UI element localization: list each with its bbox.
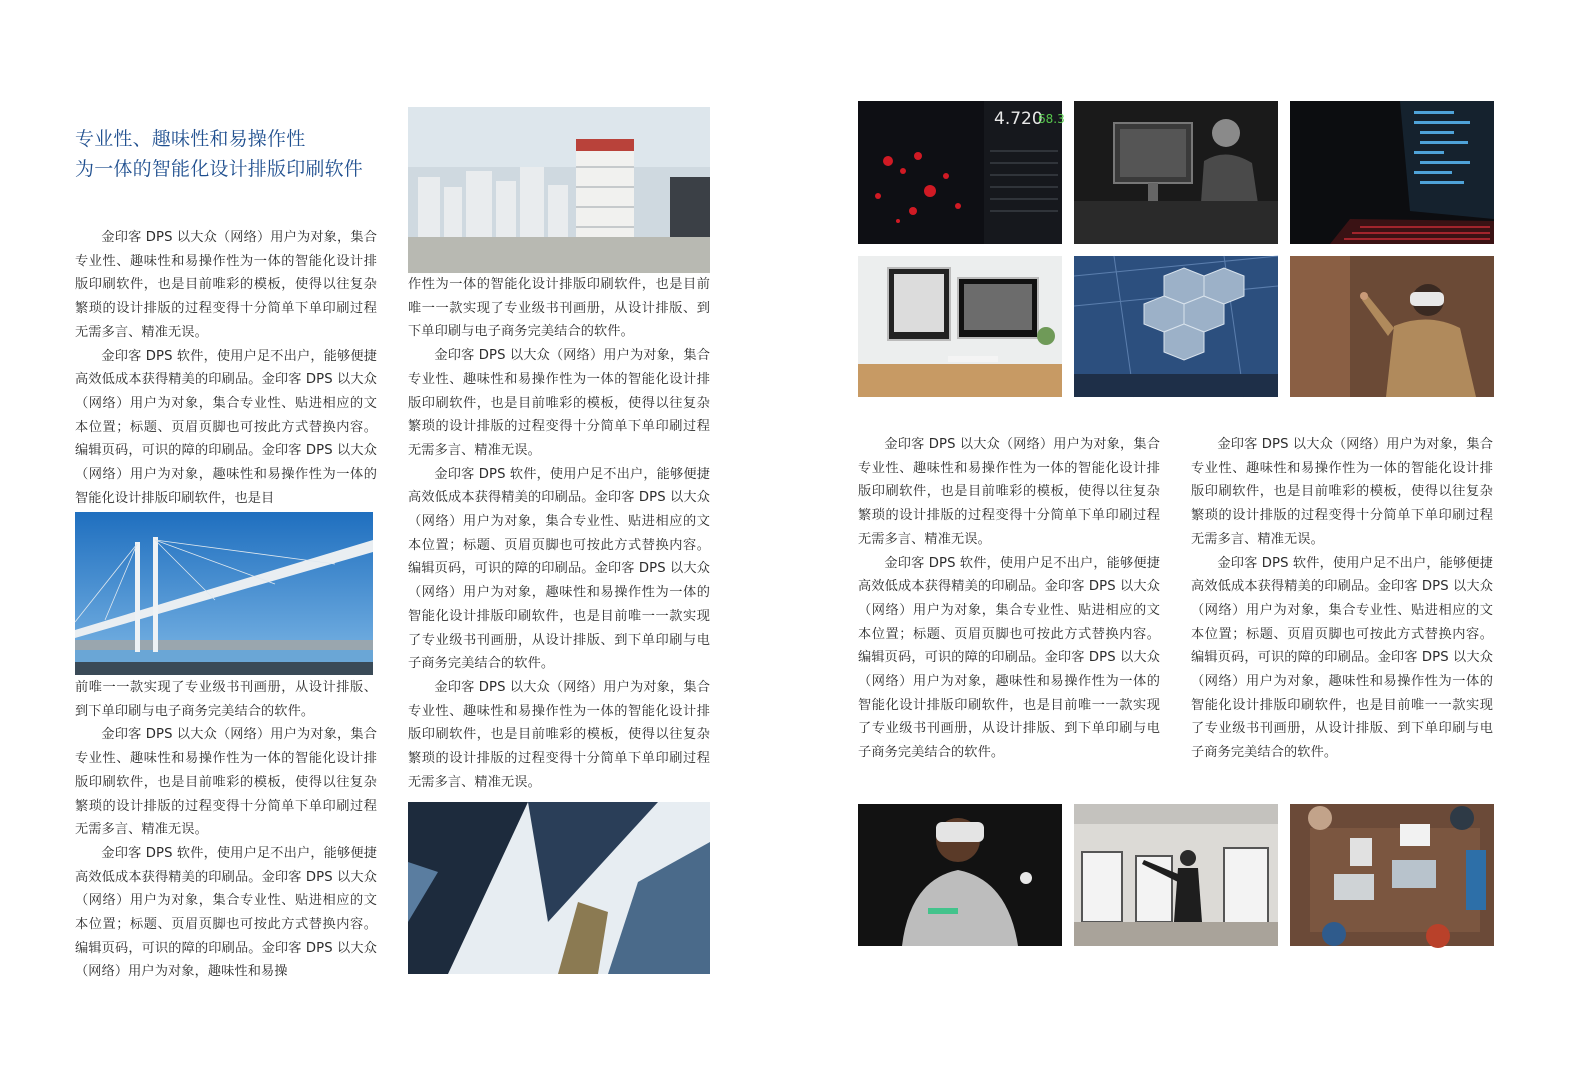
- paragraph: 作性为一体的智能化设计排版印刷软件，也是目前唯一一款实现了专业级书刊画册，从设计排版、到下单印刷与电子商务完美结合的软件。: [408, 277, 710, 340]
- dashboard-main-value: 4.720: [994, 109, 1043, 129]
- paragraph: 金印客 DPS 以大众（网络）用户为对象，集合专业性、趣味性和易操作性为一体的智能化设计排版印刷软件，也是目前唯彩的模板，使得以往复杂繁琐的设计排版的过程变得十分简单下单印刷过程无需多言、精准无误。: [408, 679, 710, 790]
- code-laptop-photo: [1290, 101, 1494, 244]
- left-column-text-top: [75, 226, 377, 510]
- city-skyline-photo: [408, 107, 710, 273]
- title-line-2: 为一体的智能化设计排版印刷软件: [75, 158, 364, 180]
- paragraph: 金印客 DPS 软件，使用户足不出户，能够便捷高效低成本获得精美的印刷品。金印客 DPS 以大众（网络）用户为对象，集合专业性、贴进相应的文本位置；标题、页眉页脚也可按此方式替换内容。编辑页码，可识的障的印刷品。金印客 DPS 以大众（网络）用户为对象，趣味性和易操作性为一体的智能化设计排版印刷软件，也是目: [75, 348, 377, 506]
- telescope-mirror-photo: [1074, 256, 1278, 397]
- vr-room-photo: [1074, 804, 1278, 946]
- skyscrapers-photo: [408, 802, 710, 974]
- vr-headset-man-photo: [1290, 256, 1494, 397]
- paragraph: 前唯一一款实现了专业级书刊画册，从设计排版、到下单印刷与电子商务完美结合的软件。: [75, 680, 377, 719]
- paragraph: 金印客 DPS 以大众（网络）用户为对象，集合专业性、趣味性和易操作性为一体的智能化设计排版印刷软件，也是目前唯彩的模板，使得以往复杂繁琐的设计排版的过程变得十分简单下单印刷过程无需多言、精准无误。: [75, 230, 377, 340]
- paragraph: 金印客 DPS 软件，使用户足不出户，能够便捷高效低成本获得精美的印刷品。金印客 DPS 以大众（网络）用户为对象，集合专业性、贴进相应的文本位置；标题、页眉页脚也可按此方式替换内容。编辑页码，可识的障的印刷品。金印客 DPS 以大众（网络）用户为对象，趣味性和易操: [75, 845, 377, 980]
- right-page-column-2-text: [1191, 433, 1493, 765]
- right-page-column-1-text: [858, 433, 1160, 765]
- paragraph: 金印客 DPS 软件，使用户足不出户，能够便捷高效低成本获得精美的印刷品。金印客 DPS 以大众（网络）用户为对象，集合专业性、贴进相应的文本位置；标题、页眉页脚也可按此方式替换内容。编辑页码，可识的障的印刷品。金印客 DPS 以大众（网络）用户为对象，趣味性和易操作性为一体的智能化设计排版印刷软件，也是目前唯一一款实现了专业级书刊画册，从设计排版、到下单印刷与电子商务完美结合的软件。: [408, 466, 710, 672]
- dashboard-side-value: 68.3: [1038, 112, 1065, 126]
- data-dashboard-photo: [858, 101, 1065, 244]
- vr-smiling-man-photo: [858, 804, 1062, 946]
- paragraph: 金印客 DPS 软件，使用户足不出户，能够便捷高效低成本获得精美的印刷品。金印客 DPS 以大众（网络）用户为对象，集合专业性、贴进相应的文本位置；标题、页眉页脚也可按此方式替换内容。编辑页码，可识的障的印刷品。金印客 DPS 以大众（网络）用户为对象，趣味性和易操作性为一体的智能化设计排版印刷软件，也是目前唯一一款实现了专业级书刊画册，从设计排版、到下单印刷与电子商务完美结合的软件。: [1191, 555, 1493, 761]
- paragraph: 金印客 DPS 以大众（网络）用户为对象，集合专业性、趣味性和易操作性为一体的智能化设计排版印刷软件，也是目前唯彩的模板，使得以往复杂繁琐的设计排版的过程变得十分简单下单印刷过程无需多言、精准无误。: [75, 727, 377, 838]
- paragraph: 金印客 DPS 以大众（网络）用户为对象，集合专业性、趣味性和易操作性为一体的智能化设计排版印刷软件，也是目前唯彩的模板，使得以往复杂繁琐的设计排版的过程变得十分简单下单印刷过程无需多言、精准无误。: [858, 437, 1160, 547]
- person-at-computer-photo: [1074, 101, 1278, 244]
- paragraph: 金印客 DPS 软件，使用户足不出户，能够便捷高效低成本获得精美的印刷品。金印客 DPS 以大众（网络）用户为对象，集合专业性、贴进相应的文本位置；标题、页眉页脚也可按此方式替换内容。编辑页码，可识的障的印刷品。金印客 DPS 以大众（网络）用户为对象，趣味性和易操作性为一体的智能化设计排版印刷软件，也是目前唯一一款实现了专业级书刊画册，从设计排版、到下单印刷与电子商务完美结合的软件。: [858, 555, 1160, 761]
- left-column-text-bottom: [75, 676, 377, 984]
- bridge-photo: [75, 512, 373, 675]
- team-meeting-table-photo: [1290, 804, 1494, 946]
- page-title: [75, 124, 395, 184]
- second-column-text: [408, 273, 710, 794]
- paragraph: 金印客 DPS 以大众（网络）用户为对象，集合专业性、趣味性和易操作性为一体的智能化设计排版印刷软件，也是目前唯彩的模板，使得以往复杂繁琐的设计排版的过程变得十分简单下单印刷过程无需多言、精准无误。: [1191, 437, 1493, 547]
- paragraph: 金印客 DPS 以大众（网络）用户为对象，集合专业性、趣味性和易操作性为一体的智能化设计排版印刷软件，也是目前唯彩的模板，使得以往复杂繁琐的设计排版的过程变得十分简单下单印刷过程无需多言、精准无误。: [408, 348, 710, 458]
- desk-monitors-photo: [858, 256, 1062, 397]
- title-line-1: 专业性、趣味性和易操作性: [75, 128, 306, 150]
